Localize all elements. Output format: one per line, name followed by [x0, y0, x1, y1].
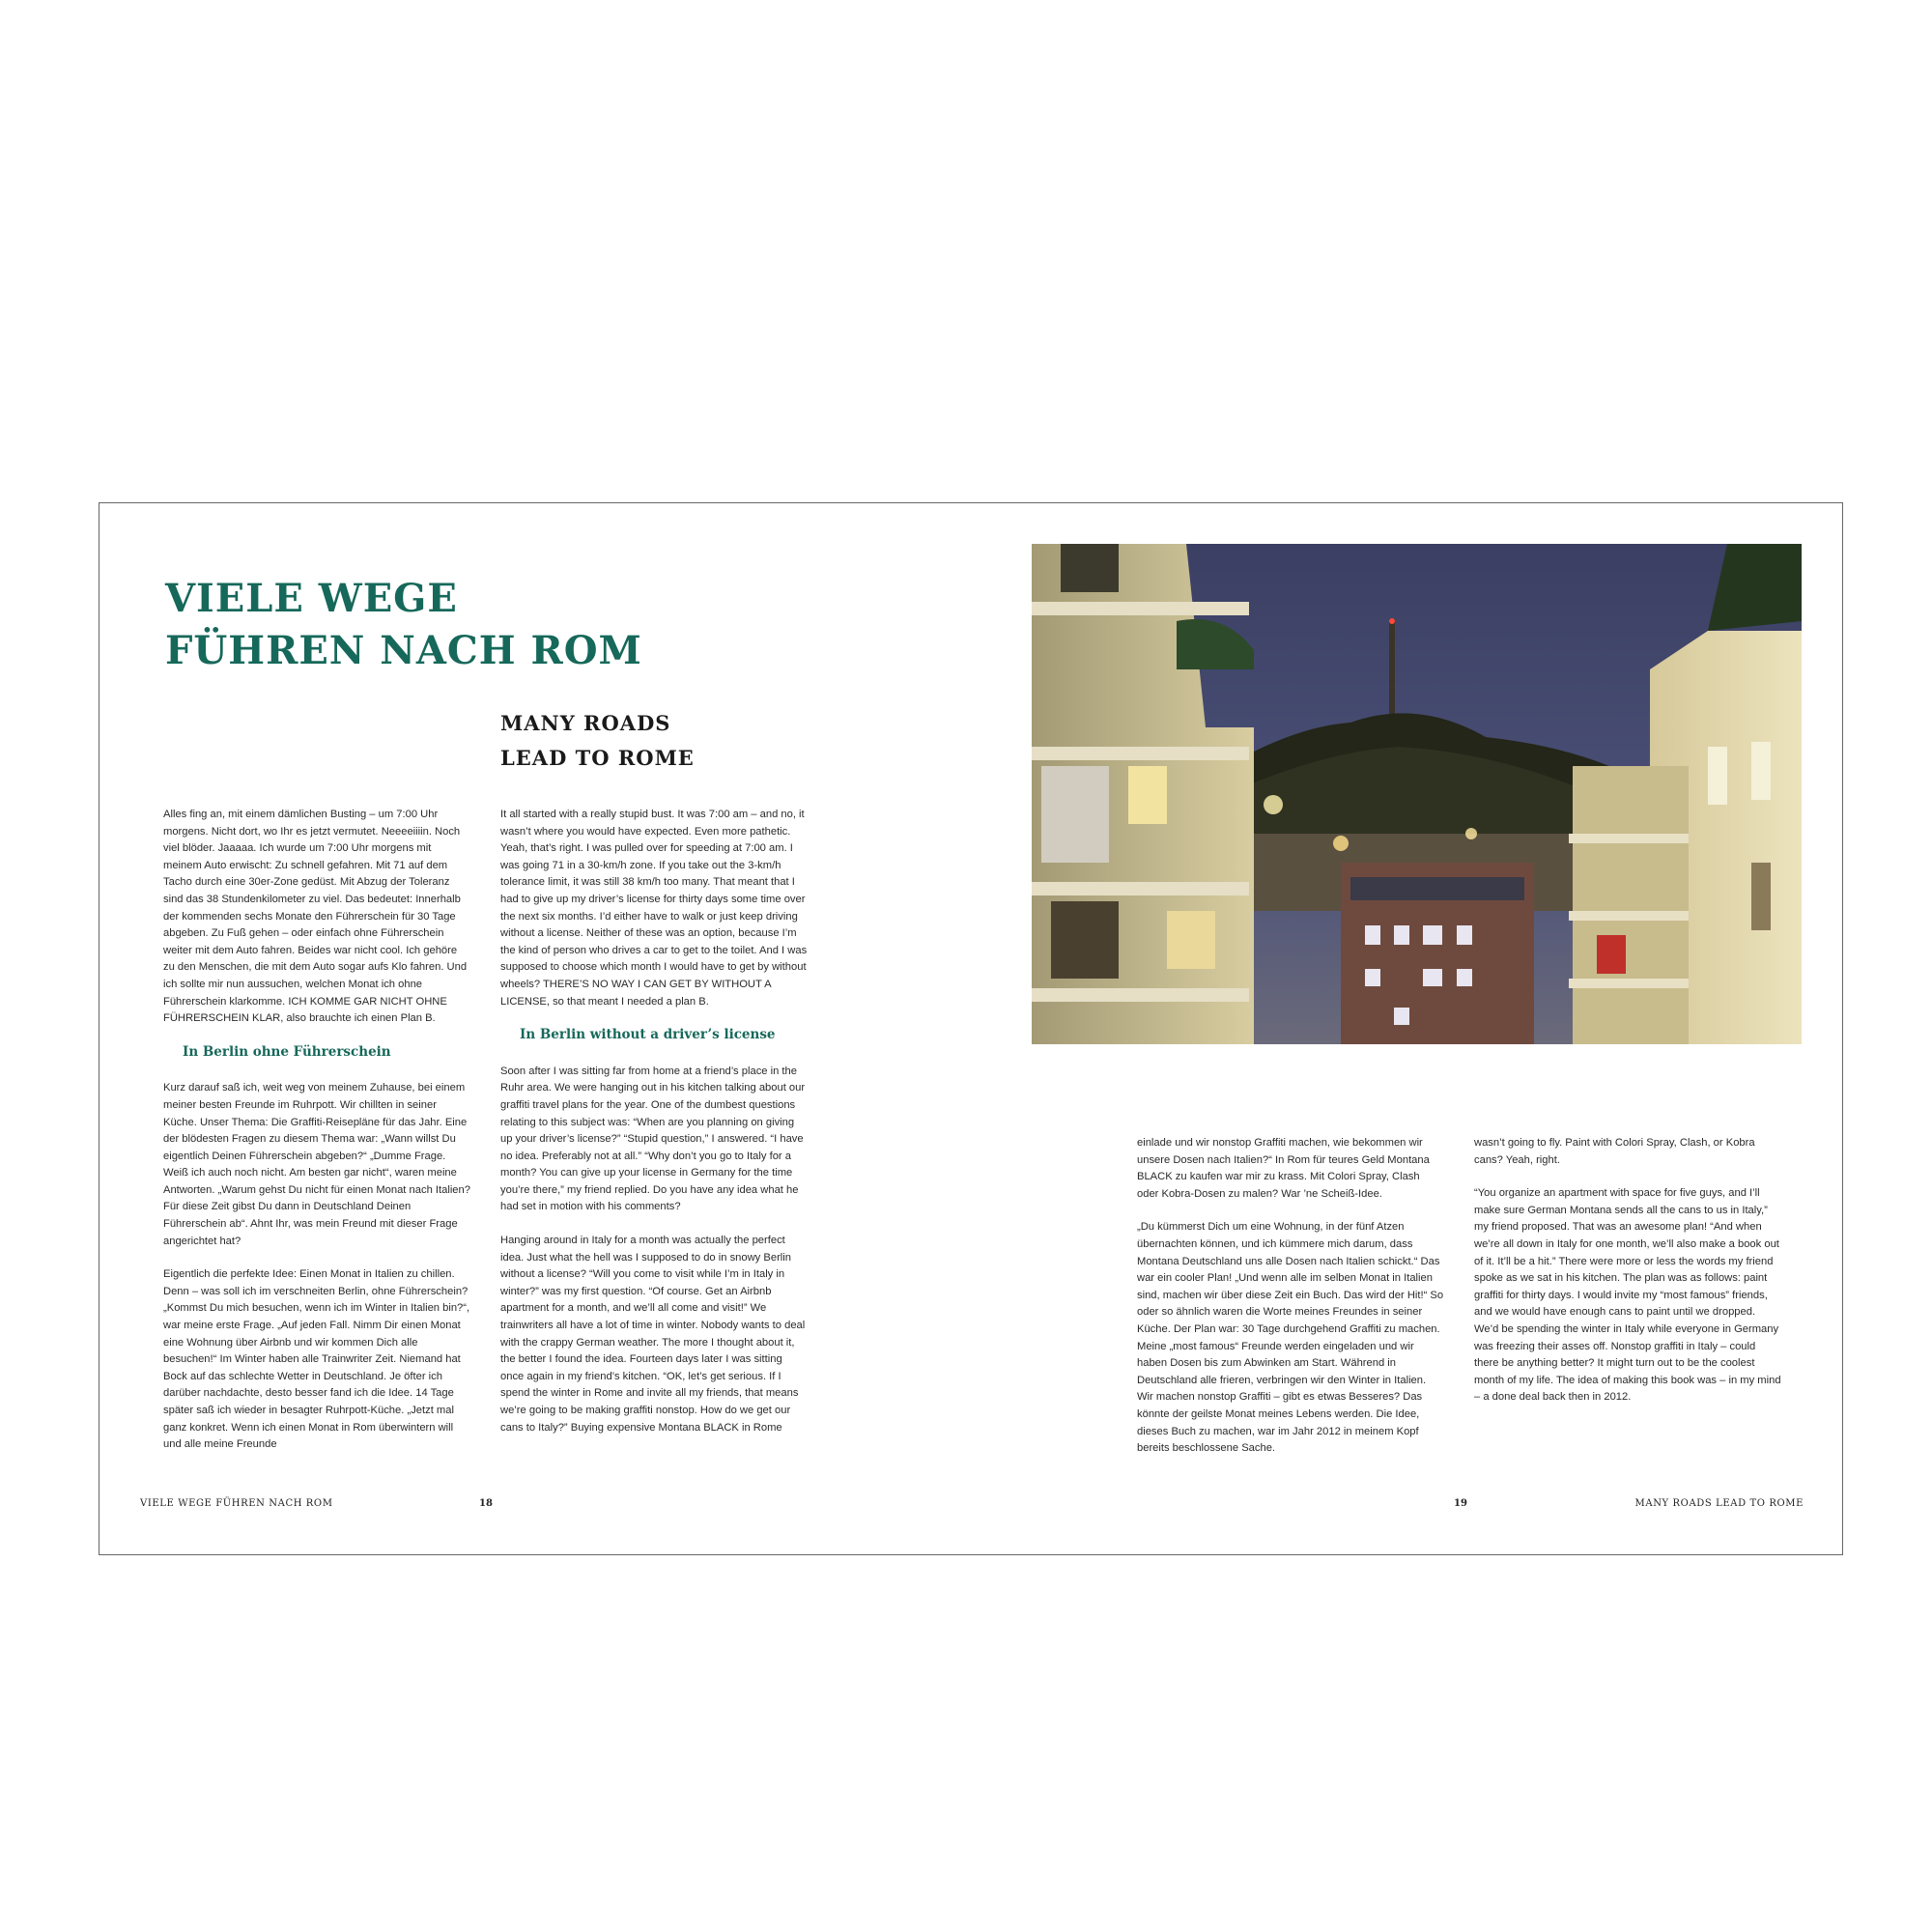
- paragraph: „Du kümmerst Dich um eine Wohnung, in der fünf Atzen übernachten können, und ich kümmere mich darum, dass Montana Deutschland uns alle Dosen nach Italien schickt.“ Das war ein cooler Plan! „Und wenn alle im selben Monat in Italien sind, machen wir über diese Zeit ein Buch. Das wird der Hit!“ So oder so ähnlich waren die Worte meines Freundes in seiner Küche. Der Plan war: 30 Tage durchgehend Graffiti zu machen. Meine „most famous“ Freunde werden eingeladen und wir haben Dosen bis zum Abwinken am Start. Während in Deutschland alle frieren, verbringen wir den Winter in Italien. Wir machen nonstop Graffiti – gibt es etwas Besseres? Das könnte der geilste Monat meines Lebens werden. Die Idee, dieses Buch zu machen, war im Jahr 2012 in meinem Kopf bereits beschlossene Sache.: [1137, 1221, 1444, 1455]
- paragraph: “You organize an apartment with space for five guys, and I’ll make sure German Montana sends all the cans to us in Italy,” my friend proposed. That was an awesome plan! “And when we’re all down in Italy for one month, we’ll also make a book out of it. It’ll be a hit.” There were more or less the words my friend spoke as we sat in his kitchen. The plan was as follows: paint graffiti for thirty days. I would invite my “most famous” friends, and we would have enough cans to paint until we dropped. We’d be spending the winter in Italy while everyone in Germany was freezing their asses off. Nonstop graffiti in Italy – could there be anything better? It might turn out to be the coolest month of my life. The idea of making this book was – in my mind – a done deal back then in 2012.: [1474, 1187, 1781, 1404]
- german-title-line1: VIELE WEGE: [165, 576, 458, 621]
- paragraph: Soon after I was sitting far from home at a friend’s place in the Ruhr area. We were hanging out in his kitchen talking about our graffiti travel plans for the year. One of the dumbest questions relating to this subject was: “When are you planning on giving up your driver’s license?” “Stupid question,” I answered. “I have no idea. Preferably not at all.” “Why don’t you go to Italy for a month? You can give up your license in Germany for the time you’re there,” my friend replied. Do you have any idea what he had set in motion with his comments?: [500, 1065, 806, 1213]
- german-title: [165, 573, 642, 677]
- section-heading: In Berlin without a driver’s license: [520, 1027, 776, 1043]
- german-column-right: [1137, 1135, 1444, 1474]
- paragraph: Kurz darauf saß ich, weit weg von meinem Zuhause, bei einem meiner besten Freunde im Ruhrpott. Wir chillten in seiner Küche. Unser Thema: Die Graffiti-Reisepläne für das Jahr. Eine der blödesten Fragen zu diesem Thema war: „Wann willst Du eigentlich Deinen Führerschein abgeben?“ „Dumme Frage. Weiß ich auch noch nicht. Am besten gar nicht“, waren meine Antworten. „Warum gehst Du nicht für einen Monat nach Italien? Für diese Zeit gibst Du dann in Deutschland Deinen Führerschein ab“. Ahnt Ihr, was mein Freund mit dieser Frage angerichtet hat?: [163, 1082, 470, 1247]
- english-title: [500, 706, 695, 776]
- paragraph: wasn’t going to fly. Paint with Colori Spray, Clash, or Kobra cans? Yeah, right.: [1474, 1137, 1755, 1166]
- footer-running-title-left: VIELE WEGE FÜHREN NACH ROM: [140, 1498, 333, 1509]
- german-column-left: [163, 807, 470, 1470]
- rome-night-photo: [1032, 544, 1802, 1044]
- footer-running-title-right: MANY ROADS LEAD TO ROME: [1634, 1498, 1804, 1509]
- page-number-left: 18: [479, 1498, 493, 1509]
- section-heading: In Berlin ohne Führerschein: [183, 1043, 391, 1060]
- paragraph: einlade und wir nonstop Graffiti machen, wie bekommen wir unsere Dosen nach Italien?“ In Rom für teures Geld Montana BLACK zu kaufen war mir zu krass. Mit Colori Spray, Clash oder Kobra-Dosen zu malen? War ’ne Scheiß-Idee.: [1137, 1137, 1430, 1200]
- paragraph: Hanging around in Italy for a month was actually the perfect idea. Just what the hell was I supposed to do in snowy Berlin without a license? “Will you come to visit while I’m in Italy in winter?” was my first question. “Of course. Get an Airbnb apartment for a month, and we’ll all come and visit!” We trainwriters all have a lot of time in winter. Nobody wants to deal with the crappy German weather. The more I thought about it, the better I found the idea. Fourteen days later I was sitting once again in my friend’s kitchen. “OK, let’s get serious. If I spend the winter in Rome and invite all my friends, that means we’re going to be making graffiti nonstop. How do we get our cans to Italy?” Buying expensive Montana BLACK in Rome: [500, 1235, 806, 1434]
- book-spread: [99, 502, 1843, 1555]
- english-title-line2: LEAD TO ROME: [500, 746, 695, 770]
- german-title-line2: FÜHREN NACH ROM: [165, 628, 642, 673]
- english-column-left: [500, 807, 808, 1453]
- paragraph: Alles fing an, mit einem dämlichen Busting – um 7:00 Uhr morgens. Nicht dort, wo Ihr es jetzt vermutet. Neeeeiiiin. Noch viel blöder. Jaaaaa. Ich wurde um 7:00 Uhr morgens mit meinem Auto erwischt: Zu schnell gefahren. Mit 71 auf dem Tacho durch eine 30er-Zone gedüst. Mit Abzug der Toleranz sind das 38 Stundenkilometer zu viel. Das bedeutet: Innerhalb der kommenden sechs Monate den Führerschein für 30 Tage abgeben. Zu Fuß gehen – oder einfach ohne Führerschein weiter mit dem Auto fahren. Beides war nicht cool. Ich gehöre zu den Menschen, die mit dem Auto sogar aufs Klo fahren. Und ich sollte mir nun aussuchen, welchen Monat ich ohne Führerschein klarkomme. ICH KOMME GAR NICHT OHNE FÜHRERSCHEIN KLAR, also brauchte ich einen Plan B.: [163, 809, 468, 1025]
- page-number-right: 19: [1454, 1498, 1467, 1509]
- english-column-right: [1474, 1135, 1781, 1423]
- english-title-line1: MANY ROADS: [500, 711, 671, 735]
- paragraph: Eigentlich die perfekte Idee: Einen Monat in Italien zu chillen. Denn – was soll ich im verschneiten Berlin, ohne Führerschein? „Kommst Du mich besuchen, wenn ich im Winter in Italien bin?“, war meine erste Frage. „Auf jeden Fall. Nimm Dir einen Monat eine Wohnung über Airbnb und wir kommen Dich alle besuchen!“ Im Winter haben alle Trainwriter Zeit. Niemand hat Bock auf das schlechte Wetter in Deutschland. Je öfter ich darüber nachdachte, desto besser fand ich die Idee. 14 Tage später saß ich wieder in besagter Ruhrpott-Küche. „Jetzt mal ganz konkret. Wenn ich einen Monat in Rom überwintern will und alle meine Freunde: [163, 1268, 470, 1451]
- paragraph: It all started with a really stupid bust. It was 7:00 am – and no, it wasn’t where you would have expected. Even more pathetic. Yeah, that’s right. I was pulled over for speeding at 7:00 am. I was going 71 in a 30-km/h zone. If you take out the 3-km/h tolerance limit, it was still 38 km/h too many. That meant that I had to give up my driver’s license for thirty days some time over the next six months. I’d either have to walk or just keep driving without a license. Neither of these was an option, because I’m the kind of person who drives a car to get to the toilet. And I was supposed to choose which month I would have to get by without wheels? THERE’S NO WAY I CAN GET BY WITHOUT A LICENSE, so that meant I needed a plan B.: [500, 809, 808, 1008]
